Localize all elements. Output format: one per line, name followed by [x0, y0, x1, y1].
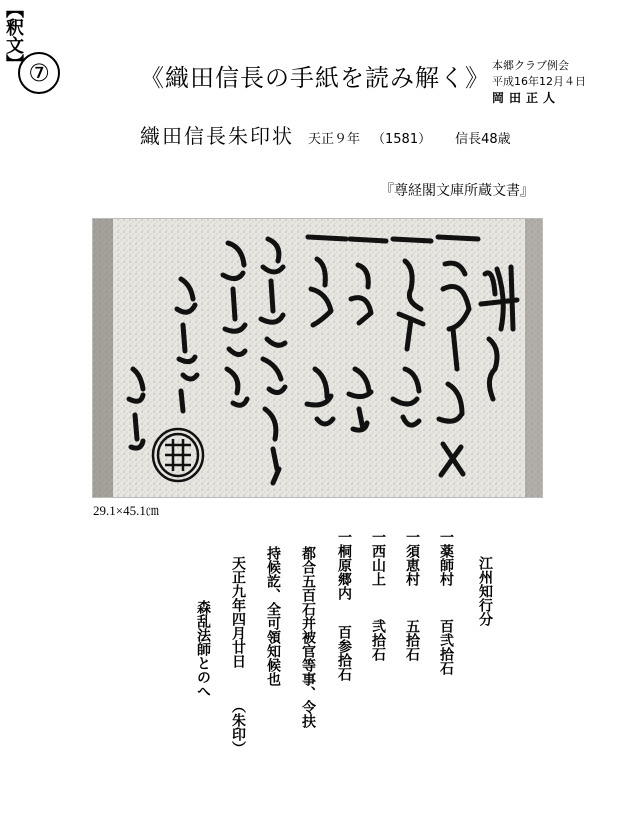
section-number: ⑦ [18, 52, 60, 94]
line-text: 天正九年四月廿日 [230, 556, 246, 668]
line-text: 持候訖、全可領知候也 [265, 546, 281, 686]
line-text: 都合五百石并被官等事、令扶 [300, 546, 316, 728]
line-text: 一須恵村 [404, 530, 420, 586]
seal-note: （朱印） [230, 698, 246, 755]
transcription-line [439, 530, 453, 675]
line-text: 江州知行分 [477, 556, 493, 626]
transcription-heading: 【釈文】 [3, 0, 24, 72]
era-year: 天正９年 [308, 132, 361, 147]
line-amount: 百弐拾石 [438, 618, 454, 675]
line-amount: 弐拾石 [370, 618, 386, 661]
western-year: （1581） [372, 132, 432, 147]
line-amount: 五拾石 [404, 618, 420, 661]
line-text: 一西山上 [370, 530, 386, 586]
transcription-line [405, 530, 419, 661]
nobunaga-age: 信長48歳 [455, 132, 511, 147]
transcription-line [478, 556, 492, 626]
transcription-line [337, 530, 351, 681]
document-name: 織田信長朱印状 [140, 124, 294, 148]
transcription-line [231, 556, 245, 755]
document-photo [92, 218, 543, 498]
transcription-line [196, 600, 210, 698]
line-amount: 百参拾石 [336, 624, 352, 681]
transcription-line [266, 546, 280, 686]
presenter-name: 岡田正人 [492, 91, 561, 105]
transcription-line [371, 530, 385, 661]
manuscript-image [93, 219, 542, 497]
line-text: 一薬師村 [438, 530, 454, 586]
line-text: 一桐原郷内 [336, 530, 352, 600]
source-citation: 『尊経閣文庫所蔵文書』 [380, 183, 534, 199]
line-text: 森乱法師とのへ [195, 600, 211, 698]
document-dimensions: 29.1×45.1㎝ [93, 503, 159, 518]
club-info [492, 58, 586, 106]
club-name: 本郷クラブ例会 [492, 59, 569, 72]
meeting-date: 平成16年12月４日 [492, 75, 586, 88]
document-subtitle [140, 120, 511, 149]
page-title: 《織田信長の手紙を読み解く》 [140, 64, 490, 92]
transcription-line [301, 546, 315, 728]
